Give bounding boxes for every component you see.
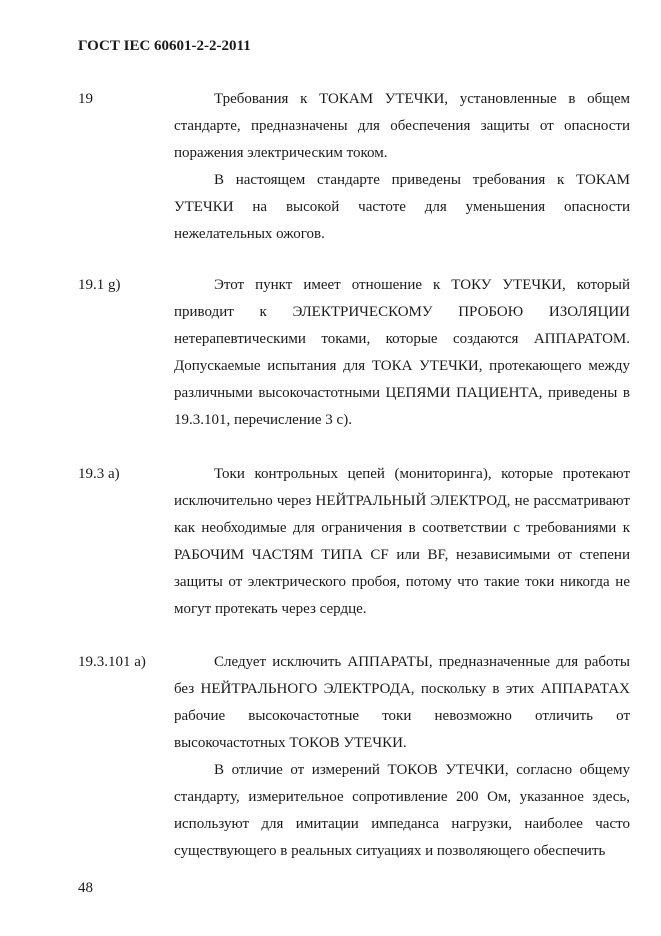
paragraph: В отличие от измерений ТОКОВ УТЕЧКИ, согласно общему стандарту, измерительное сопротивление 200 Ом, указанное здесь, используют для имитации импеданса нагрузки, наиболее часто существующего в реальных ситуациях и позволяющего обеспечить	[174, 762, 630, 859]
paragraph: Токи контрольных цепей (мониторинга), которые протекают исключительно через НЕЙТРАЛЬНЫЙ ЭЛЕКТРОД, не рассматривают как необходимые для ограничения в соответствии с требованиями к РАБОЧИМ ЧАСТЯМ ТИПА CF или BF, независимыми от степени защиты от электрического пробоя, потому что такие токи никогда не могут протекать через сердце.	[174, 466, 630, 617]
section-number: 19.1 g)	[78, 277, 121, 293]
section-number: 19.3 а)	[78, 466, 120, 482]
paragraph: В настоящем стандарте приведены требования к ТОКАМ УТЕЧКИ на высокой частоте для уменьшения опасности нежелательных ожогов.	[174, 172, 630, 242]
section-body	[174, 86, 630, 248]
section-number: 19.3.101 а)	[78, 654, 146, 670]
paragraph: Следует исключить АППАРАТЫ, предназначенные для работы без НЕЙТРАЛЬНОГО ЭЛЕКТРОДА, поскольку в этих АППАРАТАХ рабочие высокочастотные токи невозможно отличить от высокочастотных ТОКОВ УТЕЧКИ.	[174, 654, 630, 751]
document-header: ГОСТ IEC 60601-2-2-2011	[78, 38, 251, 54]
paragraph: Требования к ТОКАМ УТЕЧКИ, установленные в общем стандарте, предназначены для обеспечения защиты от опасности поражения электрическим током.	[174, 91, 630, 161]
section-body	[174, 461, 630, 623]
paragraph: Этот пункт имеет отношение к ТОКУ УТЕЧКИ, который приводит к ЭЛЕКТРИЧЕСКОМУ ПРОБОЮ ИЗОЛЯЦИИ нетерапевтическими токами, которые создаются АППАРАТОМ. Допускаемые испытания для ТОКА УТЕЧКИ, протекающего между различными высокочастотными ЦЕПЯМИ ПАЦИЕНТА, приведены в 19.3.101, перечисление 3 с).	[174, 277, 630, 428]
section-body	[174, 649, 630, 865]
page-number: 48	[78, 880, 93, 896]
section-body	[174, 272, 630, 434]
section-number: 19	[78, 91, 93, 107]
